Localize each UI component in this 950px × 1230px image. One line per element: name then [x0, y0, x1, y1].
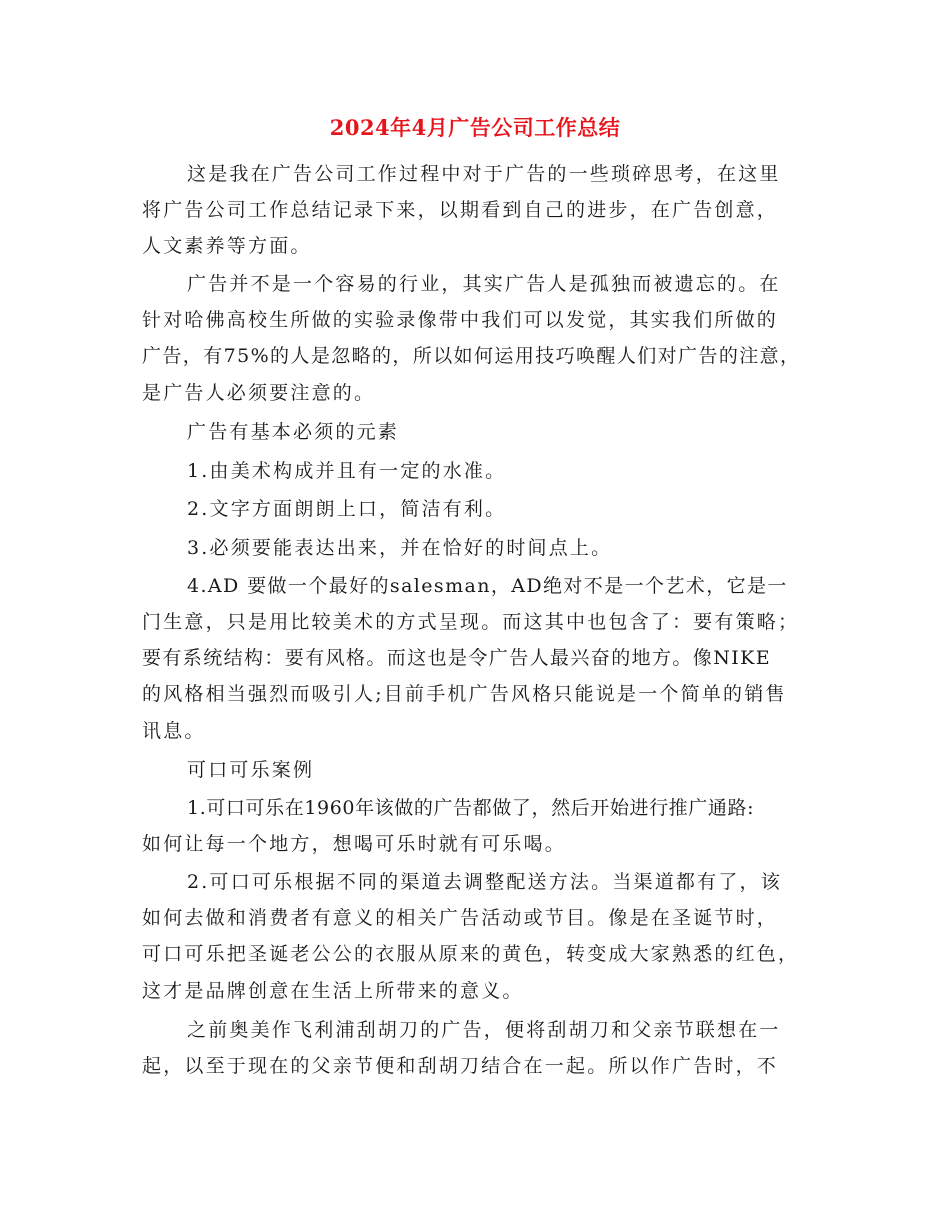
body-line: 人文素养等方面。 — [142, 235, 312, 257]
body-line: 这才是品牌创意在生活上所带来的意义。 — [142, 980, 524, 1002]
body-line: 可口可乐把圣诞老公公的衣服从原来的黄色，转变成大家熟悉的红色， — [142, 943, 800, 965]
body-line: 如何让每一个地方，想喝可乐时就有可乐喝。 — [142, 833, 567, 855]
body-line: 这是我在广告公司工作过程中对于广告的一些琐碎思考，在这里 — [187, 163, 781, 185]
list-item: 2.文字方面朗朗上口，简洁有利。 — [187, 498, 507, 520]
list-item: 1.可口可乐在1960年该做的广告都做了，然后开始进行推广通路: — [187, 797, 755, 819]
section-heading: 可口可乐案例 — [187, 759, 315, 781]
body-line: 是广告人必须要注意的。 — [142, 382, 376, 404]
body-line: 的风格相当强烈而吸引人;目前手机广告风格只能说是一个简单的销售 — [142, 683, 787, 705]
body-line: 将广告公司工作总结记录下来，以期看到自己的进步，在广告创意， — [142, 199, 779, 221]
body-line: 起，以至于现在的父亲节便和刮胡刀结合在一起。所以作广告时，不 — [142, 1055, 779, 1077]
body-line: 广告，有75%的人是忽略的，所以如何运用技巧唤醒人们对广告的注意， — [142, 345, 801, 367]
list-item: 4.AD 要做一个最好的salesman，AD绝对不是一个艺术，它是一 — [187, 575, 788, 597]
body-line: 针对哈佛高校生所做的实验录像带中我们可以发觉，其实我们所做的 — [142, 309, 779, 331]
section-heading: 广告有基本必须的元素 — [187, 421, 400, 443]
document-title: 2024年4月广告公司工作总结 — [329, 115, 621, 140]
body-line: 广告并不是一个容易的行业，其实广告人是孤独而被遗忘的。在 — [187, 273, 781, 295]
body-line: 如何去做和消费者有意义的相关广告活动或节目。像是在圣诞节时， — [142, 907, 779, 929]
list-item: 3.必须要能表达出来，并在恰好的时间点上。 — [187, 537, 613, 559]
body-line: 要有系统结构：要有风格。而这也是令广告人最兴奋的地方。像NIKE — [142, 647, 771, 669]
list-item: 2.可口可乐根据不同的渠道去调整配送方法。当渠道都有了，该 — [187, 871, 782, 893]
list-item: 1.由美术构成并且有一定的水准。 — [187, 460, 507, 482]
body-line: 门生意，只是用比较美术的方式呈现。而这其中也包含了：要有策略； — [142, 611, 800, 633]
body-line: 讯息。 — [142, 720, 206, 742]
body-line: 之前奥美作飞利浦刮胡刀的广告，便将刮胡刀和父亲节联想在一 — [187, 1019, 781, 1041]
